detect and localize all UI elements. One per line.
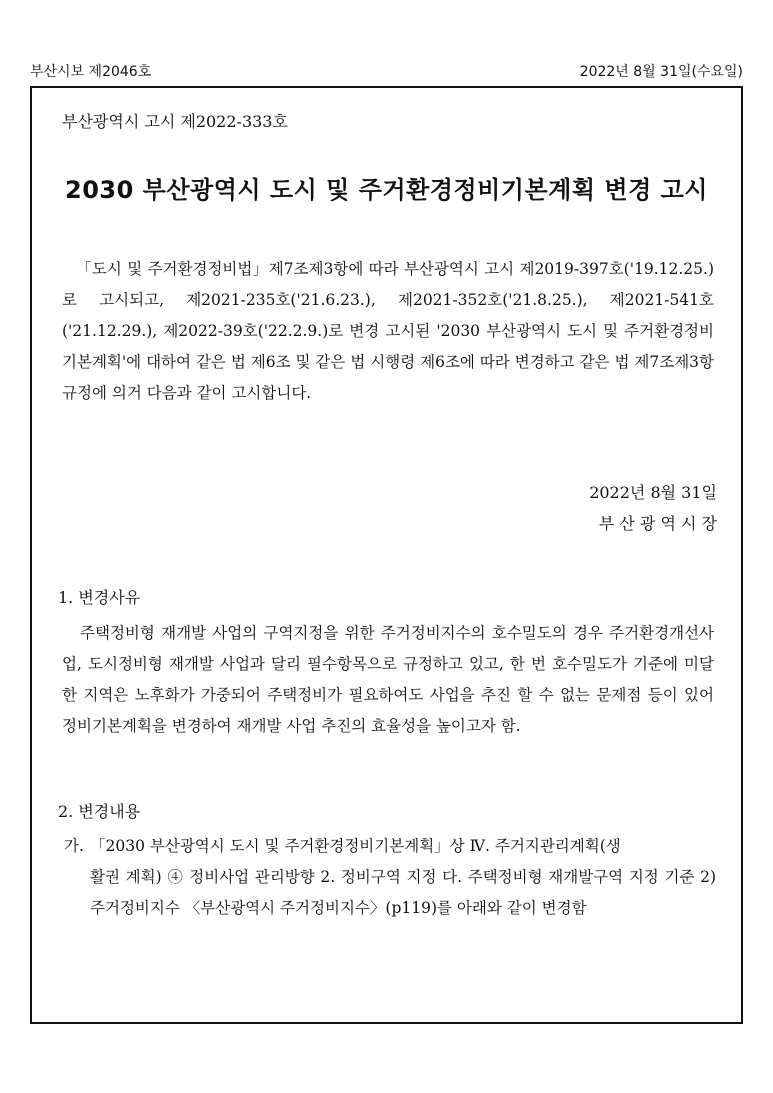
section-heading-reason: 1. 변경사유 — [58, 588, 141, 607]
page-header — [30, 62, 743, 82]
change-item — [64, 831, 716, 924]
notice-number: 부산광역시 고시 제2022-333호 — [62, 112, 288, 131]
item-continuation: 활권 계획) ④ 정비사업 관리방향 2. 정비구역 지정 다. 주택정비형 재개발구역 지정 기준 2) 주거정비지수 〈부산광역시 주거정비지수〉(p119)를 아래와 같이 변경함 — [90, 868, 716, 917]
page-title: 2030 부산광역시 도시 및 주거환경정비기본계획 변경 고시 — [65, 176, 708, 204]
notice-frame — [30, 86, 743, 1024]
intro-paragraph: 「도시 및 주거환경정비법」제7조제3항에 따라 부산광역시 고시 제2019-397호('19.12.25.)로 고시되고, 제2021-235호('21.6.23.), 제2021-352호('21.8.25.), 제2021-541호('21.12.29.), 제2022-39호('22.2.9.)로 변경 고시된 '2030 부산광역시 도시 및 주거환경정비 기본계획'에 대하여 같은 법 제6조 및 같은 법 시행령 제6조에 따라 변경하고 같은 법 제7조제3항 규정에 의거 다음과 같이 고시합니다. — [62, 260, 714, 402]
signature-block — [589, 477, 717, 539]
item-label: 가. — [64, 837, 84, 855]
section-heading-content: 2. 변경내용 — [58, 802, 141, 821]
issue-date: 2022년 8월 31일(수요일) — [579, 64, 743, 80]
notice-date: 2022년 8월 31일 — [589, 483, 717, 502]
reason-paragraph: 주택정비형 재개발 사업의 구역지정을 위한 주거정비지수의 호수밀도의 경우 주거환경개선사업, 도시정비형 재개발 사업과 달리 필수항목으로 규정하고 있고, 한 번 호수밀도가 기준에 미달한 지역은 노후화가 가중되어 주택정비가 필요하여도 사업을 추진 할 수 없는 문제점 등이 있어 정비기본계획을 변경하여 재개발 사업 추진의 효율성을 높이고자 함. — [62, 624, 714, 735]
signer: 부 산 광 역 시 장 — [598, 514, 717, 533]
gazette-issue: 부산시보 제2046호 — [30, 64, 152, 80]
item-first-line: 「2030 부산광역시 도시 및 주거환경정비기본계획」상 Ⅳ. 주거지관리계획(생 — [90, 837, 621, 855]
